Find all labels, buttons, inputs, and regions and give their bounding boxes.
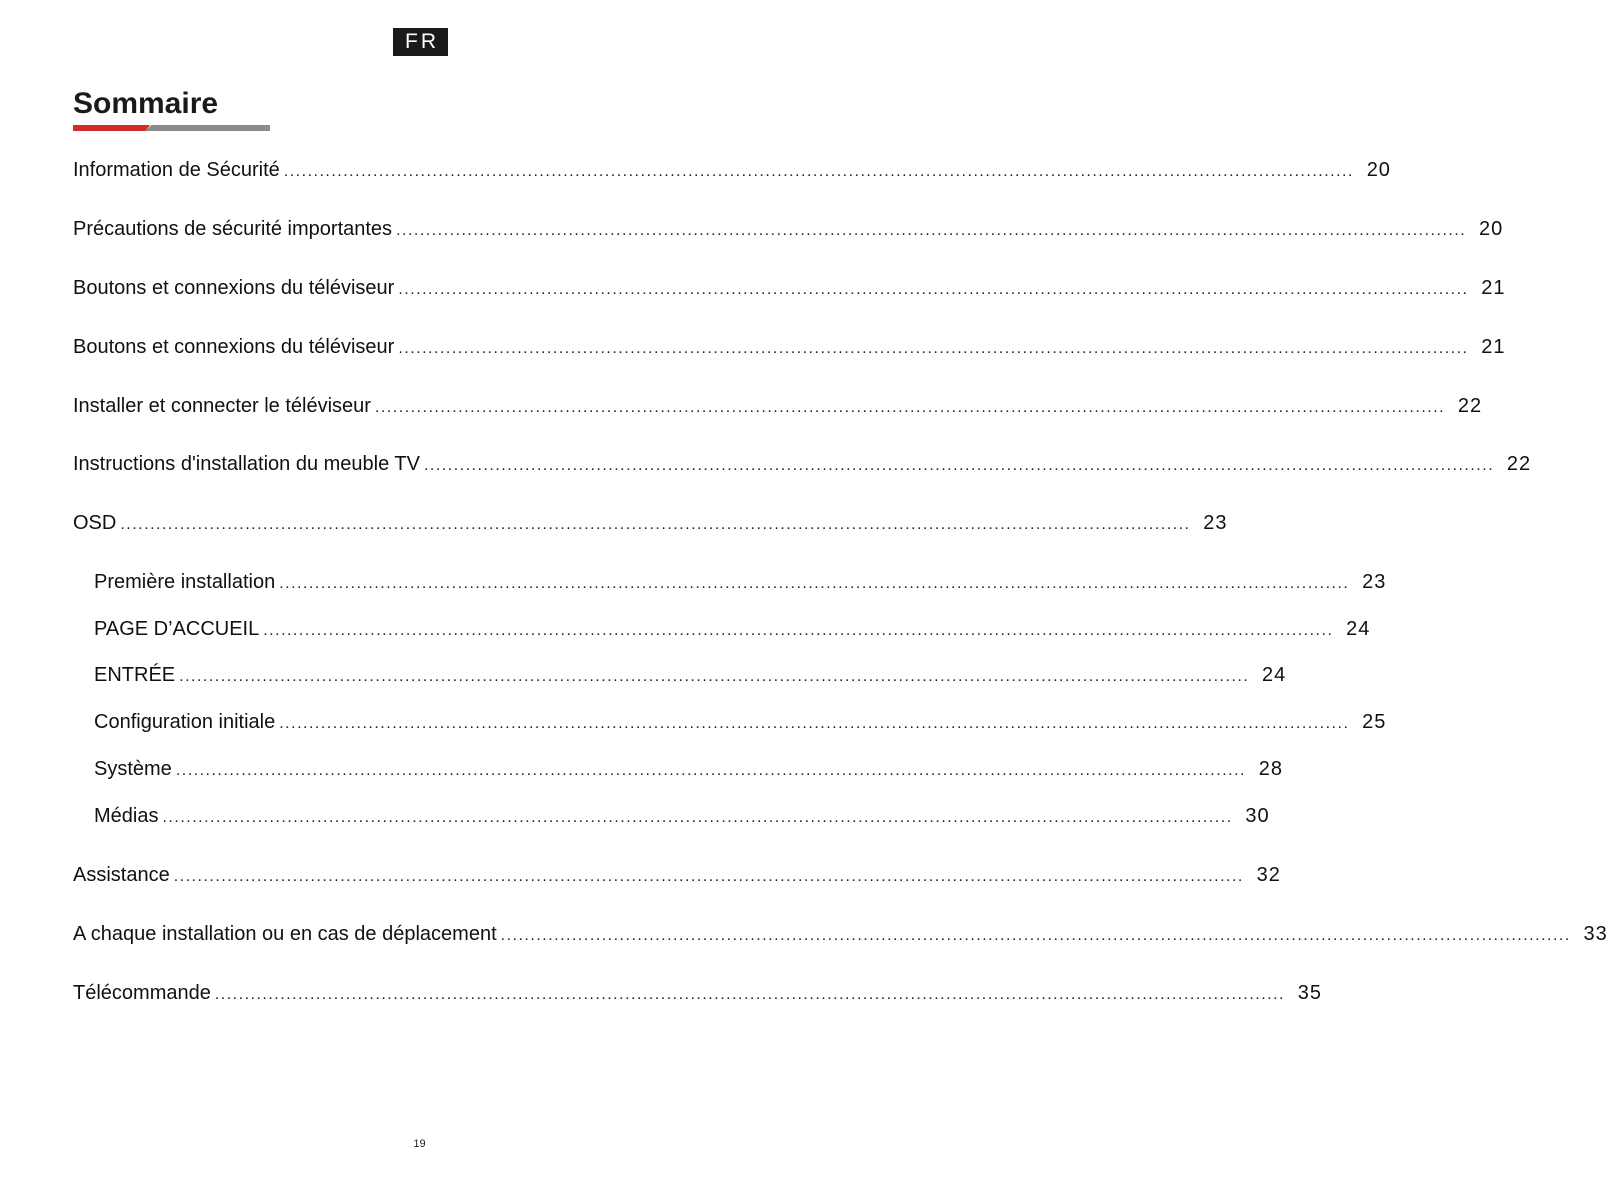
toc-page-number: 24 bbox=[1262, 664, 1287, 686]
toc-entry-assistance[interactable] bbox=[73, 860, 1281, 890]
toc-label: Médias bbox=[94, 805, 159, 827]
toc-page-number: 35 bbox=[1297, 982, 1322, 1004]
toc-page-number: 23 bbox=[1203, 512, 1228, 534]
toc-label: Boutons et connexions du téléviseur bbox=[73, 336, 395, 358]
toc-dot-leader: .................................................................................................................................................................................... bbox=[279, 715, 1350, 732]
toc-label: Assistance bbox=[73, 864, 170, 886]
toc-page-number: 32 bbox=[1256, 864, 1281, 886]
toc-entry-entree[interactable] bbox=[94, 660, 1287, 690]
toc-label: ENTRÉE bbox=[94, 664, 176, 686]
toc-entry-boutons-connexions-2[interactable] bbox=[73, 332, 1506, 362]
toc-label: Information de Sécurité bbox=[73, 159, 280, 181]
toc-label: Système bbox=[94, 758, 172, 780]
toc-label: OSD bbox=[73, 512, 117, 534]
title-underline-grey bbox=[145, 125, 270, 131]
page-number: 19 bbox=[413, 1138, 426, 1150]
toc-page-number: 22 bbox=[1506, 453, 1532, 475]
toc-dot-leader: .................................................................................................................................................................................... bbox=[500, 927, 1571, 944]
toc-entry-osd[interactable] bbox=[73, 508, 1228, 538]
toc-page-number: 25 bbox=[1362, 711, 1387, 733]
toc-dot-leader: .................................................................................................................................................................................... bbox=[179, 668, 1250, 685]
toc-label: Configuration initiale bbox=[94, 711, 276, 733]
toc-entry-precautions-securite[interactable] bbox=[73, 214, 1504, 244]
toc-dot-leader: .................................................................................................................................................................................... bbox=[398, 281, 1469, 298]
toc-dot-leader: .................................................................................................................................................................................... bbox=[214, 986, 1285, 1003]
toc-dot-leader: .................................................................................................................................................................................... bbox=[374, 399, 1446, 416]
toc-label: Instructions d'installation du meuble TV bbox=[73, 453, 420, 475]
toc-page-number: 30 bbox=[1245, 805, 1270, 827]
toc-entry-installation-deplacement[interactable] bbox=[73, 919, 1608, 949]
title-underline-red bbox=[73, 125, 150, 131]
toc-label: PAGE D’ACCUEIL bbox=[94, 618, 260, 640]
toc-label: Première installation bbox=[94, 571, 276, 593]
toc-entry-systeme[interactable] bbox=[94, 754, 1283, 784]
page-title: Sommaire bbox=[73, 87, 219, 120]
toc-entry-configuration-initiale[interactable] bbox=[94, 707, 1387, 737]
toc-label: Télécommande bbox=[73, 982, 211, 1004]
toc-label: Installer et connecter le téléviseur bbox=[73, 395, 371, 417]
toc-dot-leader: .................................................................................................................................................................................... bbox=[283, 163, 1354, 180]
toc-entry-medias[interactable] bbox=[94, 801, 1270, 831]
toc-page-number: 20 bbox=[1366, 159, 1391, 181]
toc-page-number: 28 bbox=[1258, 758, 1283, 780]
toc-entry-instructions-meuble-tv[interactable] bbox=[73, 449, 1532, 479]
toc-dot-leader: .................................................................................................................................................................................... bbox=[173, 868, 1244, 885]
toc-label: Boutons et connexions du téléviseur bbox=[73, 277, 395, 299]
toc-page-number: 22 bbox=[1457, 395, 1483, 417]
toc-dot-leader: .................................................................................................................................................................................... bbox=[175, 762, 1246, 779]
toc-dot-leader: .................................................................................................................................................................................... bbox=[398, 340, 1469, 357]
toc-label: Précautions de sécurité importantes bbox=[73, 218, 393, 240]
toc-entry-page-accueil[interactable] bbox=[94, 614, 1371, 644]
toc-entry-boutons-connexions-1[interactable] bbox=[73, 273, 1506, 303]
toc-entry-installer-connecter[interactable] bbox=[73, 391, 1483, 421]
toc-dot-leader: .................................................................................................................................................................................... bbox=[423, 457, 1495, 474]
toc-page-number: 24 bbox=[1346, 618, 1371, 640]
toc-page-number: 20 bbox=[1478, 218, 1504, 240]
toc-dot-leader: .................................................................................................................................................................................... bbox=[396, 222, 1467, 239]
toc-dot-leader: .................................................................................................................................................................................... bbox=[263, 622, 1334, 639]
toc-dot-leader: .................................................................................................................................................................................... bbox=[120, 516, 1191, 533]
toc-entry-telecommande[interactable] bbox=[73, 978, 1322, 1008]
language-badge: FR bbox=[393, 28, 448, 56]
toc-dot-leader: .................................................................................................................................................................................... bbox=[162, 809, 1233, 826]
toc-page-number: 21 bbox=[1481, 277, 1506, 299]
toc-page-number: 33 bbox=[1583, 923, 1608, 945]
toc-entry-premiere-installation[interactable] bbox=[94, 567, 1387, 597]
title-underline bbox=[73, 125, 270, 131]
toc-page-number: 21 bbox=[1481, 336, 1506, 358]
toc-label: A chaque installation ou en cas de déplacement bbox=[73, 923, 497, 945]
toc-entry-information-securite[interactable] bbox=[73, 155, 1391, 185]
toc-page-number: 23 bbox=[1362, 571, 1387, 593]
toc-dot-leader: .................................................................................................................................................................................... bbox=[279, 575, 1350, 592]
